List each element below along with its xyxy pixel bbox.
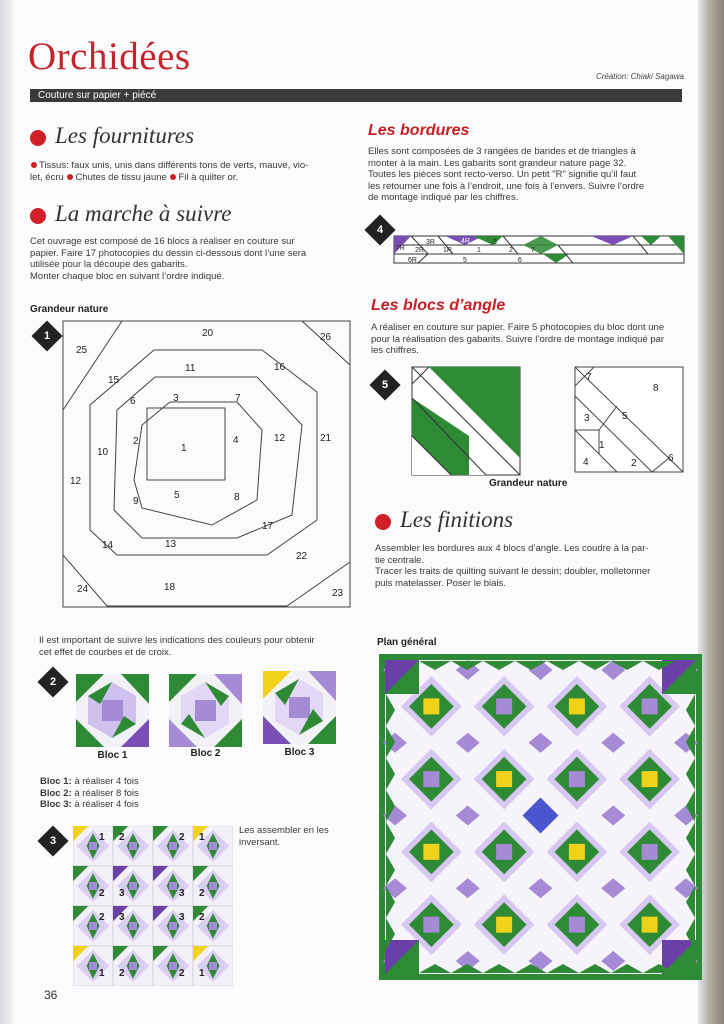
bullet-dot-icon [30, 208, 46, 224]
grandeur-nature-label: Grandeur nature [30, 304, 109, 315]
bordures-line: monter à la main. Les gabarits sont grandeur nature page 32. [368, 157, 627, 169]
grid-block-number: 2 [119, 832, 125, 843]
heading-marche [30, 201, 232, 227]
pattern-number: 11 [185, 363, 196, 374]
pattern-number: 13 [165, 539, 177, 550]
strip-label: 7R [396, 245, 405, 252]
grid-block-number: 2 [199, 888, 205, 899]
pattern-number: 18 [164, 582, 176, 593]
bullet-dot-icon [375, 514, 391, 530]
count-text: à réaliser 4 fois [74, 799, 139, 811]
pattern-number: 7 [235, 393, 241, 404]
angle-number: 5 [622, 411, 628, 422]
finitions-line: tie centrale. [375, 554, 425, 566]
angle-number: 4 [583, 457, 589, 468]
marche-text [30, 236, 350, 282]
page-number: 36 [44, 988, 58, 1002]
assembly-grid [73, 826, 233, 986]
pattern-number: 22 [296, 551, 308, 562]
pattern-number: 6 [130, 396, 136, 407]
grid-block-number: 3 [179, 912, 185, 923]
subtitle-bar [30, 89, 682, 102]
bordures-line: Toutes les pièces sont recto-verso. Un petit "R" signifie qu’il faut [368, 169, 637, 181]
strip-label: 6 [518, 257, 522, 264]
pattern-number: 25 [76, 345, 88, 356]
angle-text [371, 322, 689, 357]
finitions-text [375, 543, 693, 589]
heading-finitions-text: Les finitions [400, 507, 514, 532]
marche-line: utilisée pour la découpe des gabarits. [30, 259, 188, 271]
finitions-line: Tracer les traits de quilting suivant le dessin; doubler, molletonner [375, 566, 651, 578]
pattern-number: 17 [262, 521, 274, 532]
note-line: cet effet de courbes et de croix. [39, 646, 172, 658]
pattern-number: 4 [233, 435, 239, 446]
grid-block-number: 3 [119, 888, 125, 899]
angle-number: 3 [584, 413, 590, 424]
pattern-number: 1 [181, 443, 187, 454]
pattern-number: 26 [320, 332, 332, 343]
finitions-line: puis matelasser. Poser le biais. [375, 577, 506, 589]
bordures-line: de montage indiqué par les chiffres. [368, 192, 519, 204]
bullet-dot-icon [30, 130, 46, 146]
pattern-number: 8 [234, 492, 240, 503]
strip-label: 4R [461, 238, 470, 245]
angle-number: 8 [653, 383, 659, 394]
grid-block-number: 2 [199, 912, 205, 923]
angle-block-pattern [574, 366, 685, 474]
grid-block-number: 2 [179, 968, 185, 979]
bloc-1-swatch [76, 674, 149, 747]
step-3-line: inversant. [239, 836, 281, 848]
pattern-number: 24 [77, 584, 89, 595]
step-2-number: 2 [49, 676, 57, 688]
angle-line: les chiffres. [371, 345, 419, 357]
small-bullet-icon [67, 174, 73, 180]
angle-block-colored [411, 366, 521, 476]
marche-line: papier. Faire 17 photocopies du dessin ci-dessous dont l’une sera [30, 247, 307, 259]
pattern-number: 12 [70, 476, 82, 487]
pattern-number: 5 [174, 490, 180, 501]
count-label: Bloc 1: [40, 776, 72, 787]
bordures-text [368, 146, 686, 204]
subtitle-bar-text: Couture sur papier + piécé [38, 90, 157, 101]
step-1-number: 1 [43, 330, 51, 342]
grid-block-number: 2 [179, 832, 185, 843]
grid-block-number: 3 [119, 912, 125, 923]
step-4-number: 4 [376, 224, 384, 236]
strip-label: 1R [443, 247, 452, 254]
note-line: Il est important de suivre les indications des couleurs pour obtenir [39, 635, 315, 646]
bloc-2-swatch [169, 674, 242, 747]
pattern-number: 21 [320, 433, 332, 444]
step-3-number: 3 [49, 835, 57, 847]
count-label: Bloc 2: [40, 787, 72, 799]
fourniture-item: let, écru [30, 171, 64, 183]
grid-block-number: 1 [99, 968, 105, 979]
pattern-number: 2 [133, 436, 139, 447]
fournitures-text [30, 160, 350, 183]
bloc-1-label: Bloc 1 [97, 750, 128, 761]
strip-label: 2 [509, 247, 513, 254]
quilt-overview-plan [379, 654, 702, 980]
heading-fournitures-text: Les fournitures [55, 123, 195, 148]
bloc-counts [40, 776, 240, 811]
border-strip-diagram [393, 235, 685, 265]
strip-label: 5 [463, 257, 467, 264]
grid-block-number: 1 [199, 968, 205, 979]
pattern-number: 12 [274, 433, 286, 444]
pattern-number: 15 [108, 375, 120, 386]
strip-label: 7 [531, 247, 535, 254]
bloc-3-label: Bloc 3 [284, 747, 315, 758]
bordures-line: Elles sont composées de 3 rangées de bandes et de triangles à [368, 146, 636, 157]
angle-line: A réaliser en couture sur papier. Faire 5 photocopies du bloc dont une [371, 322, 665, 333]
angle-line: pour la réalisation des gabarits. Suivre l’ordre de montage indiqué par [371, 333, 665, 345]
grid-block-number: 1 [199, 832, 205, 843]
strip-label: 6R [408, 257, 417, 264]
marche-line: Cet ouvrage est composé de 16 blocs à réaliser en couture sur [30, 236, 295, 247]
step-3-line: Les assembler en les [239, 825, 329, 836]
heading-marche-text: La marche à suivre [55, 201, 232, 226]
grid-block-number: 2 [99, 912, 105, 923]
bloc-2-label: Bloc 2 [190, 748, 221, 759]
heading-finitions [375, 507, 513, 533]
angle-number: 7 [586, 372, 592, 383]
pattern-number: 16 [274, 362, 286, 373]
plan-general-label: Plan général [377, 637, 437, 648]
grid-block-number: 2 [99, 888, 105, 899]
pattern-number: 23 [332, 588, 344, 599]
pattern-number: 20 [202, 328, 214, 339]
pattern-number: 3 [173, 393, 179, 404]
angle-number: 6 [668, 453, 674, 464]
pattern-diagram-1 [62, 320, 352, 609]
count-label: Bloc 3: [40, 799, 72, 811]
step-5-number: 5 [381, 379, 389, 391]
grid-block-number: 3 [179, 888, 185, 899]
page-title: Orchidées [28, 35, 191, 78]
bordures-line: les retourner une fois à l’endroit, une fois à l’envers. Suivre l’ordre [368, 180, 645, 192]
strip-label: 2R [415, 247, 424, 254]
pattern-number: 10 [97, 447, 109, 458]
strip-label: 3 [493, 239, 497, 246]
fourniture-item: Fil à quilter or. [178, 171, 239, 183]
finitions-line: Assembler les bordures aux 4 blocs d’angle. Les coudre à la par- [375, 543, 649, 554]
strip-label: 1 [477, 247, 481, 254]
count-text: à réaliser 8 fois [74, 787, 139, 799]
step-1-badge [31, 320, 62, 351]
grid-block-number: 1 [99, 832, 105, 843]
strip-label: 3R [426, 239, 435, 246]
angle-number: 2 [631, 458, 637, 469]
page-binding-shadow [0, 0, 14, 1024]
step-3-badge [37, 825, 68, 856]
fourniture-item: Tissus: faux unis, unis dans différents tons de verts, mauve, vio- [39, 160, 309, 171]
step-3-text [239, 825, 357, 848]
step-5-badge [369, 369, 400, 400]
color-note [39, 635, 369, 658]
marche-line: Monter chaque bloc en suivant l’ordre indiqué. [30, 270, 225, 282]
small-bullet-icon [31, 162, 37, 168]
count-text: à réaliser 4 fois [74, 776, 139, 787]
step-2-badge [37, 666, 68, 697]
creation-credit: Création: Chiaki Sagawa [595, 72, 684, 81]
heading-bordures: Les bordures [368, 122, 470, 139]
bloc-3-swatch [263, 671, 336, 744]
grandeur-nature-caption: Grandeur nature [489, 478, 568, 489]
small-bullet-icon [170, 174, 176, 180]
grid-block-number: 2 [119, 968, 125, 979]
angle-number: 1 [599, 440, 605, 451]
fourniture-item: Chutes de tissu jaune [75, 171, 167, 183]
step-4-badge [364, 214, 395, 245]
pattern-number: 14 [102, 540, 114, 551]
heading-fournitures [30, 123, 194, 149]
heading-blocs-angle: Les blocs d’angle [371, 297, 506, 314]
pattern-number: 9 [133, 496, 139, 507]
